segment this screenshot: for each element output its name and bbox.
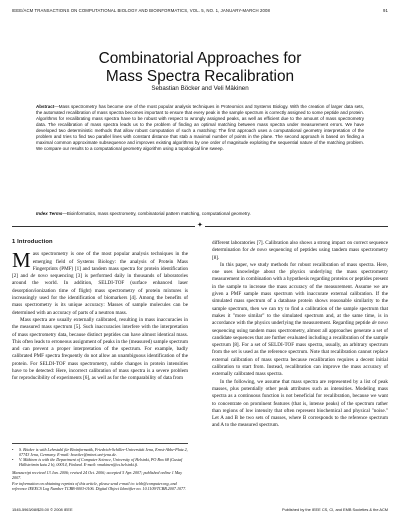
journal-name: IEEE/ACM TRANSACTIONS ON COMPUTATIONAL BIOLOGY AND BIOINFORMATICS, VOL. 5, NO. 1, JANUARY-MARCH 2008	[12, 8, 270, 13]
divider-marker: ✦	[197, 221, 203, 229]
publisher: Published by the IEEE CS, CI, and EMB Societies & the ACM	[282, 507, 388, 512]
affiliation-1: S. Böcker is with Lehrstuhl für Bioinformatik, Friedrich-Schiller-Universität Jena, Ernst-Abbe-Platz 2, 07743 Jena, Germany. E-mail: boecker@minet.uni-jena.de.	[19, 447, 188, 458]
intro-paragraph-3	[212, 262, 388, 379]
p1-text-b: sequencing [3] is performed daily in thousands of laboratories around the world. In addition, SELDI-TOF (surface enhanced laser desorption/ionization time of flight) mass spectrometry of protein mixtures is increasingly used for the identification of biomarkers [4]. Among the benefits of mass spectrometry is its unique accuracy: Masses of sample molecules can be determined with an accuracy of parts of a neutron mass.	[12, 273, 188, 316]
r2-text-b: sequencing using tandem mass spectrometry, almost all approaches generate a set of candidate sequences that are further evaluated including a recalibration of the sample spectrum [8]. For a set of SELDI-TOF mass spectra, usually, an arbitrary spectrum from the set is used as the reference spectrum. Note that recalibration cannot replace external calibration of mass spectra because recalibration requires a decent initial calibration to start from. Instead, recalibration can improve the mass accuracy of externally calibrated mass spectra.	[212, 327, 388, 378]
affiliation-2: V. Mäkinen is with the Department of Computer Science, University of Helsinki, PO Box 68 (Gustaf Hällströmin katu 2 b), 00014, Finland. E-mail: vmakinen@cs.helsinki.fi.	[19, 457, 183, 468]
affiliation-item	[12, 447, 188, 457]
p1-text-a: ass spectrometry is one of the most popular analysis techniques in the emerging field of Systems Biology: the analysis of Protein Mass Fingerprints (PMF) [1] and tandem mass spectra for protein identification [2] and	[12, 251, 188, 280]
abstract-text: —Mass spectrometry has become one of the most popular analysis techniques in Proteomics and Systems Biology. With the creation of larger data sets, the automated recalibration of mass spectra becomes important to ensure that every peak in the sample spectrum is correctly assigned to some peptide and protein. Algorithms for recalibrating mass spectra have to be robust with respect to wrongly assigned peaks, as well as efficient due to the amount of mass spectrometry data. The recalibration of mass spectra leads us to the problem of finding an optimal matching between mass spectra under measurement errors. We have developed two deterministic methods that allow robust computation of such a matching: The first approach uses a computational geometry interpretation of the problem and tries to find two parallel lines with constant distance that stab a maximal number of points in the plane. The second approach is based on finding a maximal common approximate subsequence and improves existing algorithms by one order of magnitude exploiting the sequential nature of the matching problem. We compare our results to a computational geometry algorithm using a topological line sweep.	[36, 104, 364, 152]
manuscript-dates: Manuscript received 13 Jan. 2006; revised 24 Oct. 2006; accepted 5 Apr. 2007; published online 1 May 2007.	[12, 470, 183, 481]
r1-italic: de novo	[250, 247, 267, 254]
copyright: 1545-5963/08/$25.00 © 2008 IEEE	[12, 507, 73, 512]
index-terms-label: Index Terms	[36, 211, 63, 216]
intro-paragraph-4: In the following, we assume that mass spectra are represented by a list of peak masses, plus potentially other peak attributes such as intensities. Modeling mass spectra as a continuous function is not beneficial for recalibration, because we want to concentrate on prominent features (that is, intense peaks) of the spectrum rather than regions of low intensity that often represent biochemical and physical "noise." Let A and B be two sets of masses, where B corresponds to the reference spectrum and A to the measured spectrum.	[212, 378, 388, 429]
r1-text-a: different laboratories [7]. Calibration also shows a strong impact on correct sequence determination for	[212, 240, 388, 254]
section-heading: 1 Introduction	[12, 239, 53, 245]
title-line-2: Mass Spectra Recalibration	[105, 68, 295, 86]
title-line-1: Combinatorial Approaches for	[98, 50, 302, 68]
r2-text-a: In this paper, we study methods for robust recalibration of mass spectra. Here, one uses knowledge about the physics underlying the mass spectrometry measurement in combination with a hypothesis regarding proteins or peptides present in the sample to increase the mass accuracy of the measurement. Assume we are given a PMF sample mass spectrum with inaccurate external calibration. If the simulated mass spectrum of a database protein shows reasonable similarity to the sample spectrum, then we can try to find a calibration of the sample spectrum that makes it "more similar" to the simulated spectrum and, at the same time, is in accordance with the physics underlying the measurement. Regarding peptide	[212, 261, 388, 327]
index-terms	[36, 211, 364, 217]
page-footer	[12, 507, 388, 512]
index-terms-text: —Bioinformatics, mass spectrometry, combinatorial pattern matching, computational geometry.	[62, 211, 251, 216]
paper-title	[0, 50, 400, 86]
footnotes	[12, 443, 188, 491]
author-list: Sebastian Böcker and Veli Mäkinen	[151, 85, 249, 92]
abstract	[36, 104, 364, 152]
drop-cap: M	[12, 248, 31, 273]
affiliation-list	[12, 447, 188, 467]
p1-italic: de novo	[30, 273, 48, 280]
page-number: 91	[383, 8, 388, 13]
intro-paragraph-2: Mass spectra are usually externally calibrated, resulting in mass inaccuracies in the measured mass spectrum [5]. Such inaccuracies interfere with the interpretation of mass spectrometry data, because distinct peptides can have almost identical mass. This often leads to erroneous assignment of peaks in the (measured) sample spectrum and can prevent a proper interpretation of the spectrum. For example, badly calibrated PMF spectra frequently do not allow an unambiguous identification of the protein. For SELDI-TOF mass spectrometry, subtle changes in protein intensities have to be detected: Here, incorrect calibration of mass spectra is a severe problem for reproducibility of experiments [6], as well as for the comparability of data from	[12, 316, 188, 382]
running-head	[12, 8, 388, 13]
bullet-icon: •	[12, 457, 14, 463]
affiliation-item	[12, 457, 188, 467]
abstract-label: Abstract	[36, 104, 55, 109]
r1-text-b: sequencing of peptides using tandem mass spectrometry [8].	[212, 247, 388, 261]
right-column	[212, 240, 388, 430]
reprint-info: For information on obtaining reprints of this article, please send e-mail to: tcbb@computer.org, and reference IEEECS Log Number TCBB-0003-0106. Digital Object Identifier no. 10.1109/TCBB.2007.1077.	[12, 480, 187, 491]
intro-paragraph-2-cont	[212, 240, 388, 262]
left-column	[12, 239, 188, 383]
intro-paragraph-1	[12, 248, 188, 317]
bullet-icon: •	[12, 447, 14, 452]
r2-italic: de novo	[371, 320, 388, 327]
